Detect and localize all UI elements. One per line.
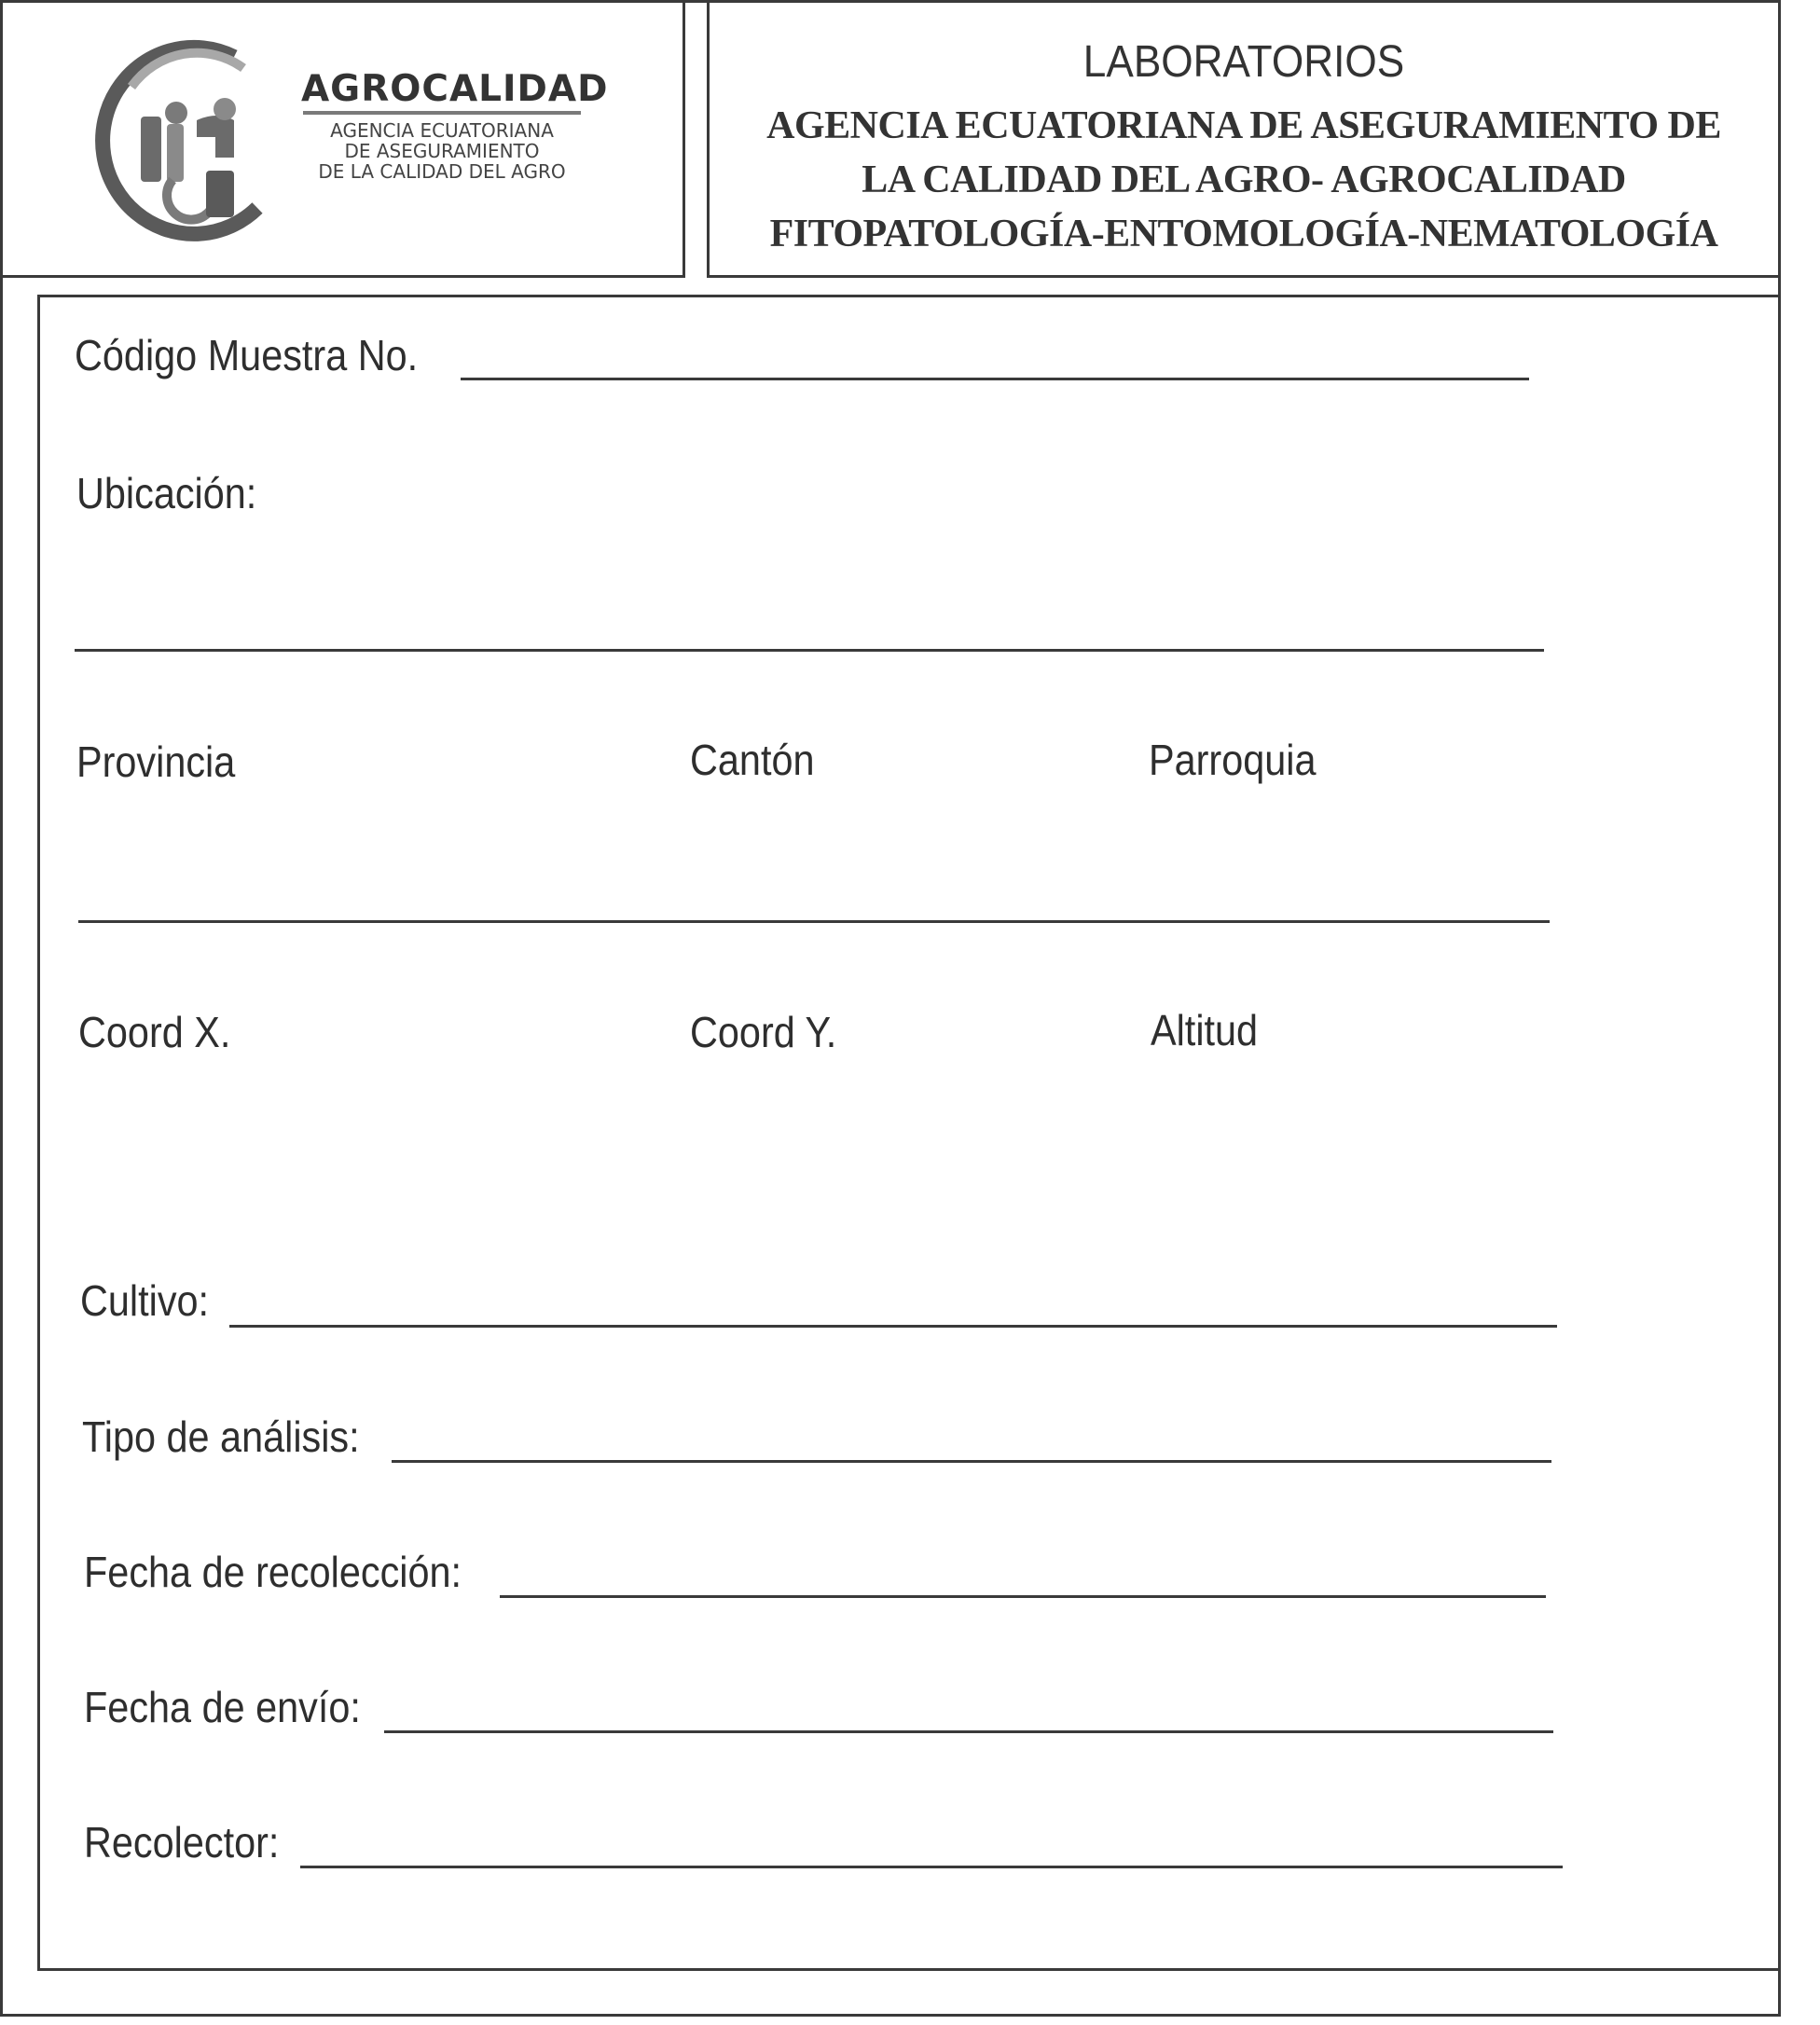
department-line: FITOPATOLOGÍA-ENTOMOLOGÍA-NEMATOLOGÍA [769, 213, 1718, 255]
coord-y-label: Coord Y. [690, 1008, 837, 1056]
brand-subtitle [297, 120, 586, 182]
altitud-label: Altitud [1151, 1006, 1259, 1054]
header-logo-box [0, 0, 685, 278]
brand-subtitle-line: AGENCIA ECUATORIANA [330, 119, 554, 142]
cultivo-field[interactable] [229, 1325, 1557, 1328]
ubicacion-label: Ubicación: [76, 469, 257, 517]
brand-divider [303, 111, 581, 115]
recolector-field[interactable] [300, 1866, 1563, 1868]
coord-x-label: Coord X. [78, 1008, 231, 1056]
fecha-recoleccion-field[interactable] [500, 1595, 1546, 1598]
fecha-recoleccion-label: Fecha de recolección: [84, 1548, 462, 1596]
brand-subtitle-line: DE ASEGURAMIENTO [344, 140, 540, 162]
agency-name-line: AGENCIA ECUATORIANA DE ASEGURAMIENTO DE [766, 104, 1721, 147]
canton-label: Cantón [690, 736, 815, 784]
parroquia-label: Parroquia [1149, 736, 1317, 784]
cultivo-label: Cultivo: [80, 1276, 210, 1325]
provincia-canton-parroquia-field[interactable] [78, 920, 1550, 923]
fecha-envio-field[interactable] [384, 1730, 1553, 1733]
brand-name: AGROCALIDAD [301, 68, 609, 110]
fecha-envio-label: Fecha de envío: [84, 1683, 361, 1731]
tipo-analisis-label: Tipo de análisis: [82, 1412, 360, 1461]
agency-name-line: LA CALIDAD DEL AGRO- AGROCALIDAD [862, 158, 1626, 201]
provincia-label: Provincia [76, 737, 236, 786]
header-title-box [707, 0, 1781, 278]
ubicacion-field[interactable] [75, 649, 1544, 652]
tipo-analisis-field[interactable] [392, 1460, 1551, 1463]
recolector-label: Recolector: [84, 1818, 280, 1867]
codigo-muestra-label: Código Muestra No. [75, 331, 419, 379]
laboratorios-title: LABORATORIOS [1082, 37, 1405, 87]
brand-subtitle-line: DE LA CALIDAD DEL AGRO [318, 160, 566, 183]
codigo-muestra-field[interactable] [461, 378, 1529, 380]
agrocalidad-logo-icon [94, 31, 290, 245]
